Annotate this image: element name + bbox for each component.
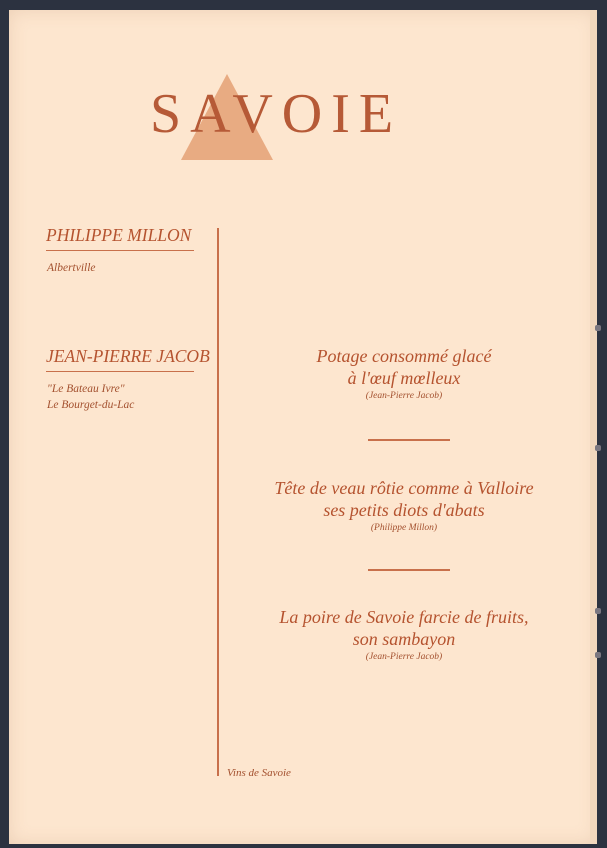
dish-title-line: son sambayon: [352, 629, 456, 649]
binding-staple-mark: [595, 608, 601, 614]
course-separator: [368, 439, 450, 441]
wines-note: Vins de Savoie: [227, 767, 291, 779]
binding-staple-mark: [595, 445, 601, 451]
course-separator: [368, 569, 450, 571]
page-title: SAVOIE: [150, 83, 403, 145]
column-divider: [217, 228, 219, 776]
chef-name: PHILIPPE MILLON: [46, 225, 194, 251]
dish-course: [220, 345, 588, 403]
binding-staple-mark: [595, 325, 601, 331]
dish-credit: (Jean-Pierre Jacob): [365, 391, 443, 401]
dish-title-line: Tête de veau rôtie comme à Valloire: [274, 478, 534, 498]
title-block: [0, 60, 607, 170]
chef-location: Albertville: [47, 262, 96, 274]
dish-title-line: Potage consommé glacé: [316, 346, 492, 366]
dish-title-line: ses petits diots d'abats: [323, 500, 485, 520]
chef-name: JEAN-PIERRE JACOB: [46, 346, 194, 372]
dish-course: [220, 477, 588, 535]
chef-restaurant: "Le Bateau Ivre": [47, 383, 125, 395]
binding-staple-mark: [595, 652, 601, 658]
chef-location: Le Bourget-du-Lac: [47, 399, 135, 411]
dish-credit: (Philippe Millon): [370, 523, 438, 533]
dish-course: [220, 606, 588, 664]
dish-credit: (Jean-Pierre Jacob): [365, 652, 443, 662]
dish-title-line: La poire de Savoie farcie de fruits,: [279, 607, 529, 627]
dish-title-line: à l'œuf mœlleux: [347, 368, 461, 388]
